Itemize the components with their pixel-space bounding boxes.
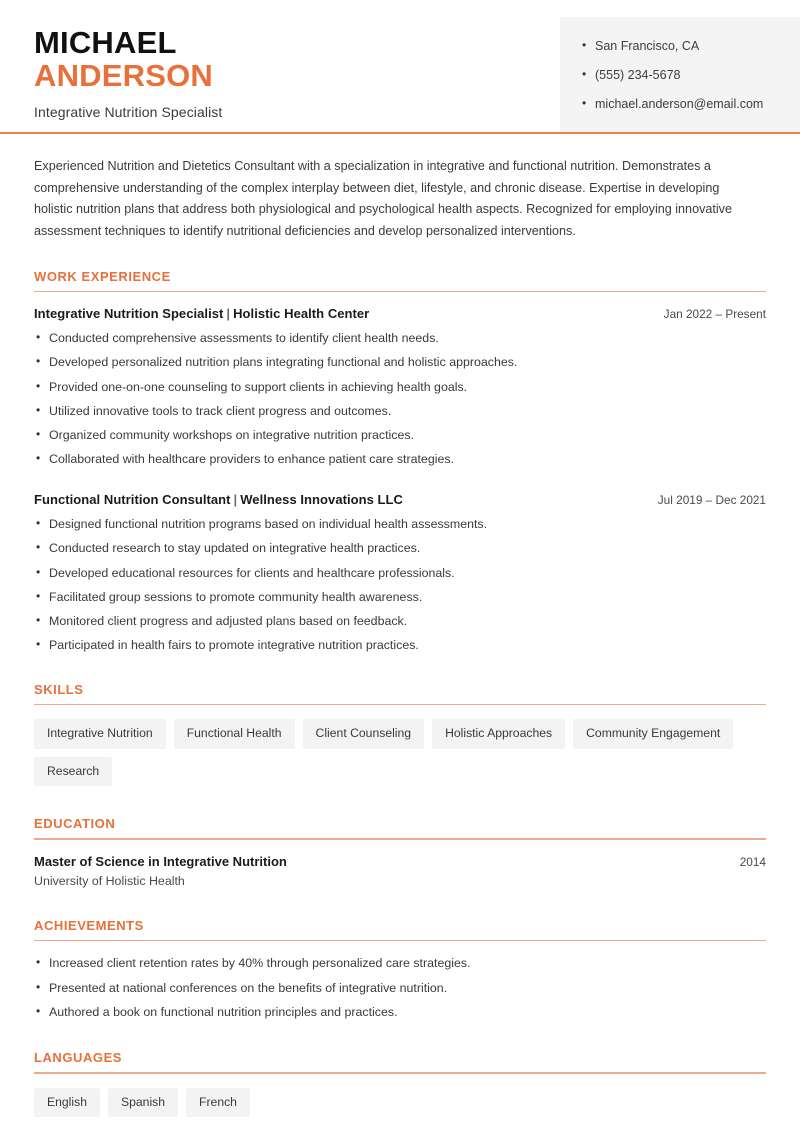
section-achievements <box>34 918 766 1021</box>
skill-chip: Research <box>34 757 112 786</box>
achievements-list <box>34 955 766 1020</box>
skills-chip-list <box>34 719 766 786</box>
list-item: • Conducted comprehensive assessments to identify client health needs. <box>34 330 766 347</box>
section-divider-work-experience <box>34 291 766 293</box>
full-name <box>34 26 222 93</box>
language-chip: French <box>186 1088 250 1117</box>
section-education <box>34 816 766 888</box>
phone-text[interactable]: (555) 234-5678 <box>595 68 681 82</box>
section-languages <box>34 1050 766 1117</box>
first-name: MICHAEL <box>34 25 177 60</box>
section-divider-languages <box>34 1072 766 1074</box>
list-item: • Designed functional nutrition programs based on individual health assessments. <box>34 516 766 533</box>
work-entry-title <box>34 306 369 321</box>
title-separator: | <box>226 306 231 322</box>
resume-header <box>0 0 800 132</box>
list-item: • Facilitated group sessions to promote community health awareness. <box>34 589 766 606</box>
work-entry-bullets <box>34 330 766 468</box>
skill-chip: Integrative Nutrition <box>34 719 166 748</box>
work-entry-title <box>34 492 403 507</box>
work-entry-header <box>34 492 766 507</box>
section-title-achievements: ACHIEVEMENTS <box>34 917 144 933</box>
contact-list <box>582 39 800 112</box>
education-entry <box>34 854 766 888</box>
section-title-skills: SKILLS <box>34 681 84 697</box>
education-year: 2014 <box>739 854 766 869</box>
work-entry-header <box>34 306 766 321</box>
contact-item-email[interactable] <box>582 97 800 112</box>
section-title-work-experience: WORK EXPERIENCE <box>34 268 171 284</box>
contact-item-location <box>582 39 800 54</box>
list-item: • Monitored client progress and adjusted plans based on feedback. <box>34 613 766 630</box>
section-title-education: EDUCATION <box>34 816 116 832</box>
section-divider-achievements <box>34 940 766 942</box>
work-role: Functional Nutrition Consultant <box>34 492 231 508</box>
list-item: • Utilized innovative tools to track client progress and outcomes. <box>34 403 766 420</box>
skill-chip: Community Engagement <box>573 719 733 748</box>
work-entry <box>34 492 766 654</box>
list-item: • Collaborated with healthcare providers to enhance patient care strategies. <box>34 451 766 468</box>
work-entry-date: Jul 2019 – Dec 2021 <box>657 493 766 508</box>
title-separator: | <box>233 492 238 508</box>
section-divider-education <box>34 838 766 840</box>
contact-panel <box>560 17 800 132</box>
location-text: San Francisco, CA <box>595 39 700 53</box>
list-item: • Developed educational resources for clients and healthcare professionals. <box>34 565 766 582</box>
resume-content <box>0 156 800 1117</box>
list-item: • Authored a book on functional nutrition principles and practices. <box>34 1004 766 1021</box>
skill-chip: Functional Health <box>174 719 295 748</box>
list-item: • Presented at national conferences on the benefits of integrative nutrition. <box>34 980 766 997</box>
list-item: • Developed personalized nutrition plans integrating functional and holistic approaches. <box>34 354 766 371</box>
work-entry-date: Jan 2022 – Present <box>663 307 766 322</box>
header-divider <box>0 132 800 134</box>
education-degree: Master of Science in Integrative Nutrition <box>34 853 287 869</box>
work-entry-bullets <box>34 516 766 654</box>
list-item: • Provided one-on-one counseling to support clients in achieving health goals. <box>34 379 766 396</box>
professional-summary: Experienced Nutrition and Dietetics Consultant with a specialization in integrative and functional nutrition. Demonstrates a comprehensive understanding of the complex interplay between diet, lifestyle, and chronic disease. Expertise in developing holistic nutrition plans that address both physiological and psychological health aspects. Recognized for employing innovative assessment techniques to identify nutritional deficiencies and develop personalized interventions. <box>34 159 732 238</box>
list-item: • Conducted research to stay updated on integrative health practices. <box>34 540 766 557</box>
list-item: • Participated in health fairs to promote integrative nutrition practices. <box>34 637 766 654</box>
education-school: University of Holistic Health <box>34 873 185 888</box>
section-work-experience <box>34 269 766 654</box>
identity-block <box>0 0 222 120</box>
list-item: • Organized community workshops on integrative nutrition practices. <box>34 427 766 444</box>
list-item: • Increased client retention rates by 40% through personalized care strategies. <box>34 955 766 972</box>
skill-chip: Holistic Approaches <box>432 719 565 748</box>
skill-chip: Client Counseling <box>303 719 425 748</box>
work-company: Holistic Health Center <box>233 306 370 322</box>
work-entry <box>34 306 766 468</box>
language-chip: Spanish <box>108 1088 178 1117</box>
contact-item-phone[interactable] <box>582 68 800 83</box>
professional-title: Integrative Nutrition Specialist <box>34 103 223 120</box>
work-role: Integrative Nutrition Specialist <box>34 306 224 322</box>
section-divider-skills <box>34 704 766 706</box>
email-text[interactable]: michael.anderson@email.com <box>595 97 764 111</box>
section-skills <box>34 682 766 786</box>
last-name: ANDERSON <box>34 58 214 94</box>
education-entry-header <box>34 854 766 869</box>
work-company: Wellness Innovations LLC <box>240 492 403 508</box>
section-title-languages: LANGUAGES <box>34 1050 123 1066</box>
languages-chip-list <box>34 1088 766 1117</box>
language-chip: English <box>34 1088 100 1117</box>
